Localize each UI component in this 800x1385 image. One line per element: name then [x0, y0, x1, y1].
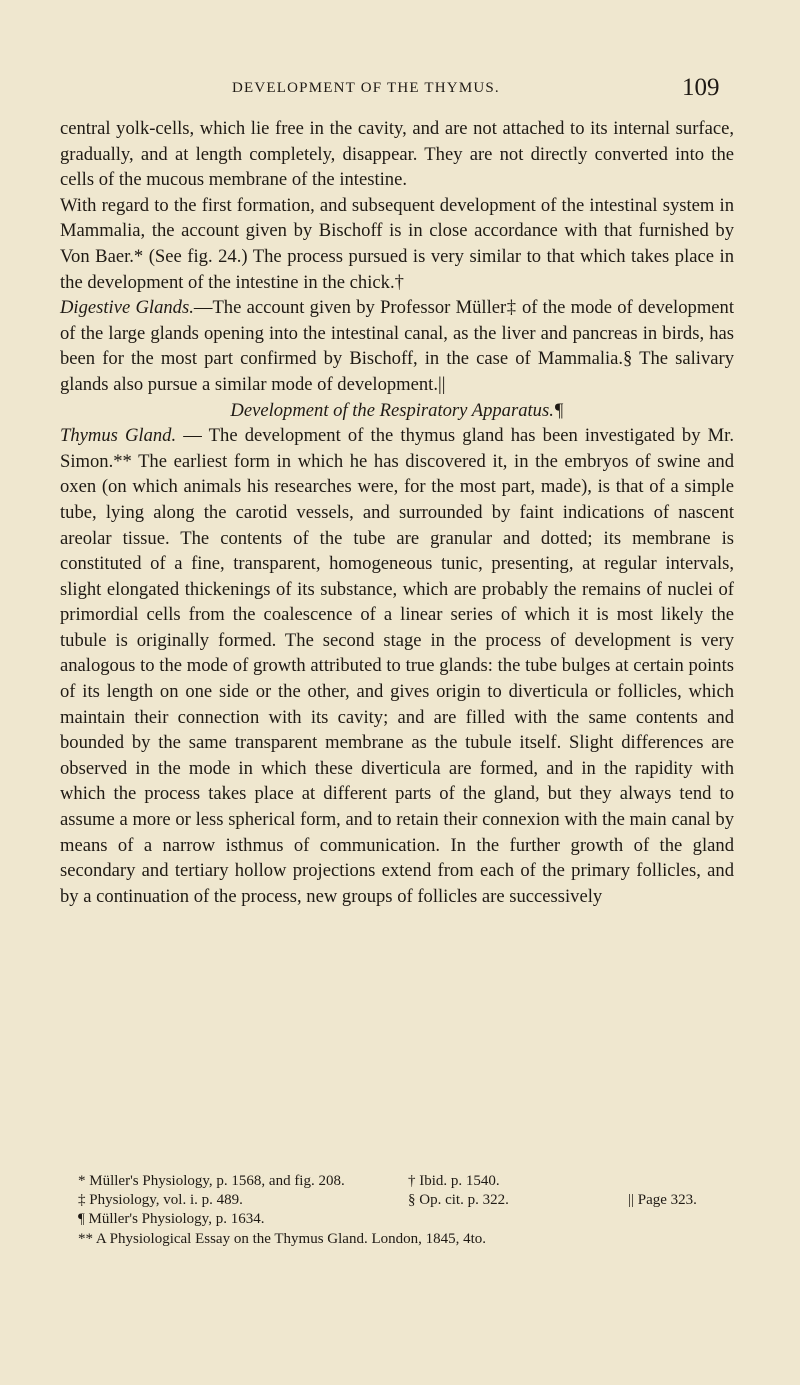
running-head	[0, 74, 800, 110]
paragraph	[60, 423, 734, 909]
footnote: ** A Physiological Essay on the Thymus Gland. London, 1845, 4to.	[78, 1230, 487, 1247]
footnote: * Müller's Physiology, p. 1568, and fig. 208.	[78, 1173, 345, 1189]
running-title: DEVELOPMENT OF THE THYMUS.	[232, 80, 500, 96]
footnote: § Op. cit. p. 322.	[408, 1192, 509, 1209]
footnote-row	[78, 1191, 758, 1210]
footnote-row	[78, 1230, 758, 1249]
footnote: || Page 323.	[628, 1192, 697, 1209]
run-in-heading: Thymus Gland.	[60, 425, 177, 447]
paragraph-text: — The development of the thymus gland has been investigated by Mr. Simon.** The earliest form in which he has discovered it, in the embryos of swine and oxen (on which animals his researches were, for the most part, made), is that of a simple tube, lying along the carotid vessels, and surrounded by faint indications of nascent areolar tissue. The contents of the tube are granular and dotted; its membrane is constituted of a fine, transparent, homogeneous tunic, presenting, at regular intervals, slight elongated thickenings of its substance, which are probably the remains of nuclei of primordial cells from the coalescence of a linear series of which it is most likely the tubule is originally formed. The second stage in the process of development is very analogous to the mode of growth attributed to true glands: the tube bulges at certain points of its length on one side or the other, and gives origin to diverticula or follicles, which maintain their connection with its cavity; and are filled with the same contents and bounded by the same transparent membrane as the tubule itself. Slight differences are observed in the mode in which these diverticula are formed, and in the rapidity with which the process takes place at different parts of the gland, but they always tend to assume a more or less spherical form, and to retain their connexion with the main canal by means of a narrow isthmus of communication. In the further growth of the gland secondary and tertiary hollow projections extend from each of the primary follicles, and by a continuation of the process, new groups of follicles are successively	[60, 425, 734, 907]
footnote: ¶ Müller's Physiology, p. 1634.	[78, 1211, 265, 1228]
page-number: 109	[682, 74, 720, 101]
body-text	[60, 116, 734, 909]
footnote-row	[78, 1210, 758, 1229]
paragraph: With regard to the first formation, and subsequent development of the intestinal system in Mammalia, the account given by Bischoff is in close accordance with that furnished by Von Baer.* (See fig. 24.) The process pursued is very similar to that which takes place in the development of the intestine in the chick.†	[60, 194, 734, 293]
paragraph-text: —The account given by Professor Müller‡ of the mode of development of the large glands opening into the intestinal canal, as the liver and pancreas in birds, has been for the most part confirmed by Bischoff, in the case of Mammalia.§ The salivary glands also pursue a similar mode of development.||	[60, 297, 734, 395]
footnote: † Ibid. p. 1540.	[408, 1173, 500, 1189]
footnote: ‡ Physiology, vol. i. p. 489.	[78, 1192, 243, 1209]
footnotes	[78, 1172, 758, 1249]
paragraph: central yolk-cells, which lie free in the cavity, and are not attached to its internal surface, gradually, and at length completely, disappear. They are not directly converted into the cells of the mucous membrane of the intestine.	[60, 118, 734, 191]
section-heading: Development of the Respiratory Apparatus.¶	[230, 399, 564, 421]
footnote-row	[78, 1172, 758, 1191]
run-in-heading: Digestive Glands.	[60, 297, 194, 319]
paragraph	[60, 295, 734, 397]
